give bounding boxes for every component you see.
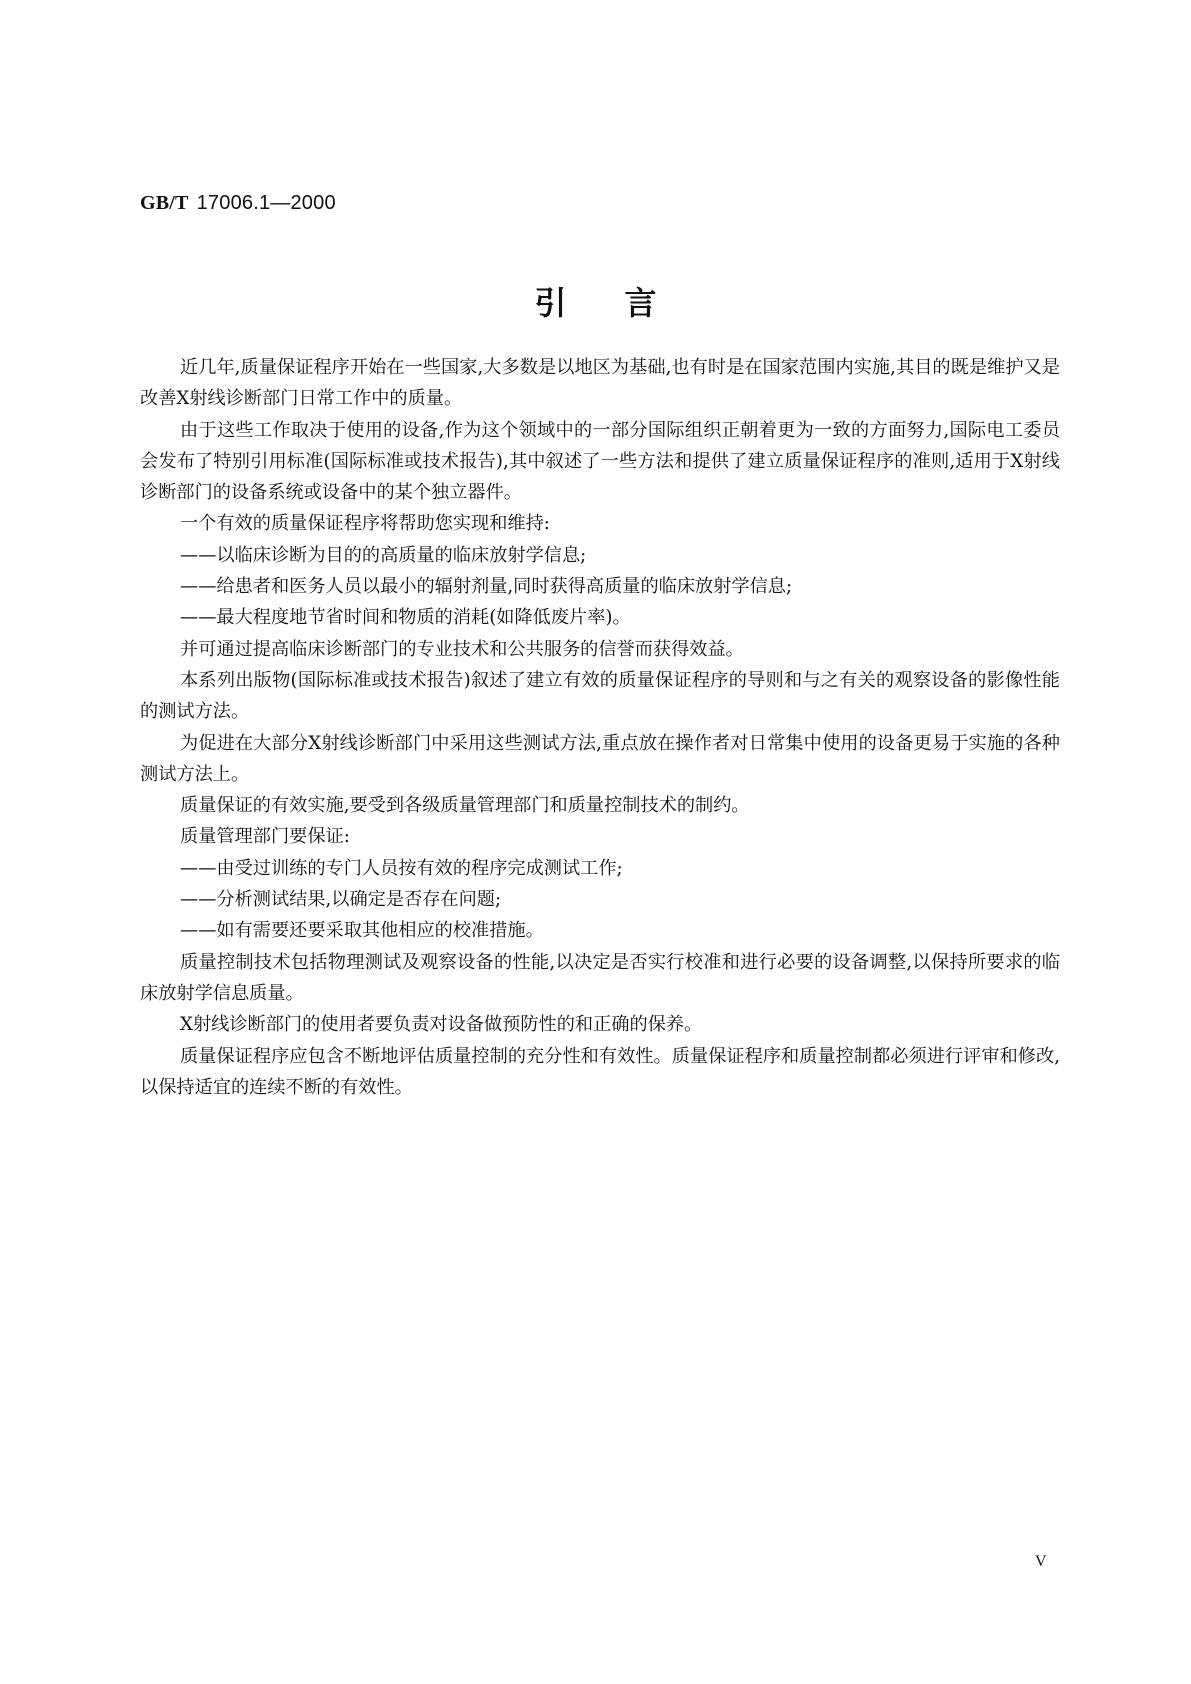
- standard-prefix: GB/T: [140, 192, 189, 214]
- list-item: ——分析测试结果,以确定是否存在问题;: [180, 889, 502, 911]
- paragraph: 近几年,质量保证程序开始在一些国家,大多数是以地区为基础,也有时是在国家范围内实施,其目的既是维护又是改善X射线诊断部门日常工作中的质量。: [140, 357, 1060, 410]
- paragraph: 一个有效的质量保证程序将帮助您实现和维持:: [180, 513, 550, 535]
- paragraph: 由于这些工作取决于使用的设备,作为这个领域中的一部分国际组织正朝着更为一致的方面努力,国际电工委员会发布了特别引用标准(国际标准或技术报告),其中叙述了一些方法和提供了建立质量保证程序的准则,适用于X射线诊断部门的设备系统或设备中的某个独立器件。: [140, 419, 1060, 504]
- paragraph: X射线诊断部门的使用者要负责对设备做预防性的和正确的保养。: [180, 1014, 703, 1036]
- paragraph: 质量保证程序应包含不断地评估质量控制的充分性和有效性。质量保证程序和质量控制都必须进行评审和修改,以保持适宜的连续不断的有效性。: [140, 1045, 1060, 1098]
- list-item: ——最大程度地节省时间和物质的消耗(如降低废片率)。: [180, 607, 631, 629]
- list-item: ——如有需要还要采取其他相应的校准措施。: [180, 920, 544, 942]
- list-item: ——给患者和医务人员以最小的辐射剂量,同时获得高质量的临床放射学信息;: [180, 576, 793, 598]
- list-item: ——以临床诊断为目的的高质量的临床放射学信息;: [180, 544, 587, 566]
- page-number: V: [1035, 1553, 1047, 1570]
- page-title: 引言: [534, 284, 715, 322]
- paragraph: 本系列出版物(国际标准或技术报告)叙述了建立有效的质量保证程序的导则和与之有关的观察设备的影像性能的测试方法。: [140, 669, 1060, 723]
- introduction-body: [140, 352, 1060, 1103]
- paragraph: 并可通过提高临床诊断部门的专业技术和公共服务的信誉而获得效益。: [180, 638, 744, 660]
- standard-code: [140, 190, 336, 215]
- paragraph: 质量保证的有效实施,要受到各级质量管理部门和质量控制技术的制约。: [180, 795, 750, 817]
- paragraph: 质量控制技术包括物理测试及观察设备的性能,以决定是否实行校准和进行必要的设备调整,以保持所要求的临床放射学信息质量。: [140, 951, 1060, 1004]
- list-item: ——由受过训练的专门人员按有效的程序完成测试工作;: [180, 857, 623, 879]
- paragraph: 为促进在大部分X射线诊断部门中采用这些测试方法,重点放在操作者对日常集中使用的设备更易于实施的各种测试方法上。: [140, 732, 1060, 785]
- paragraph: 质量管理部门要保证:: [180, 826, 350, 848]
- standard-number: 17006.1—2000: [196, 192, 336, 214]
